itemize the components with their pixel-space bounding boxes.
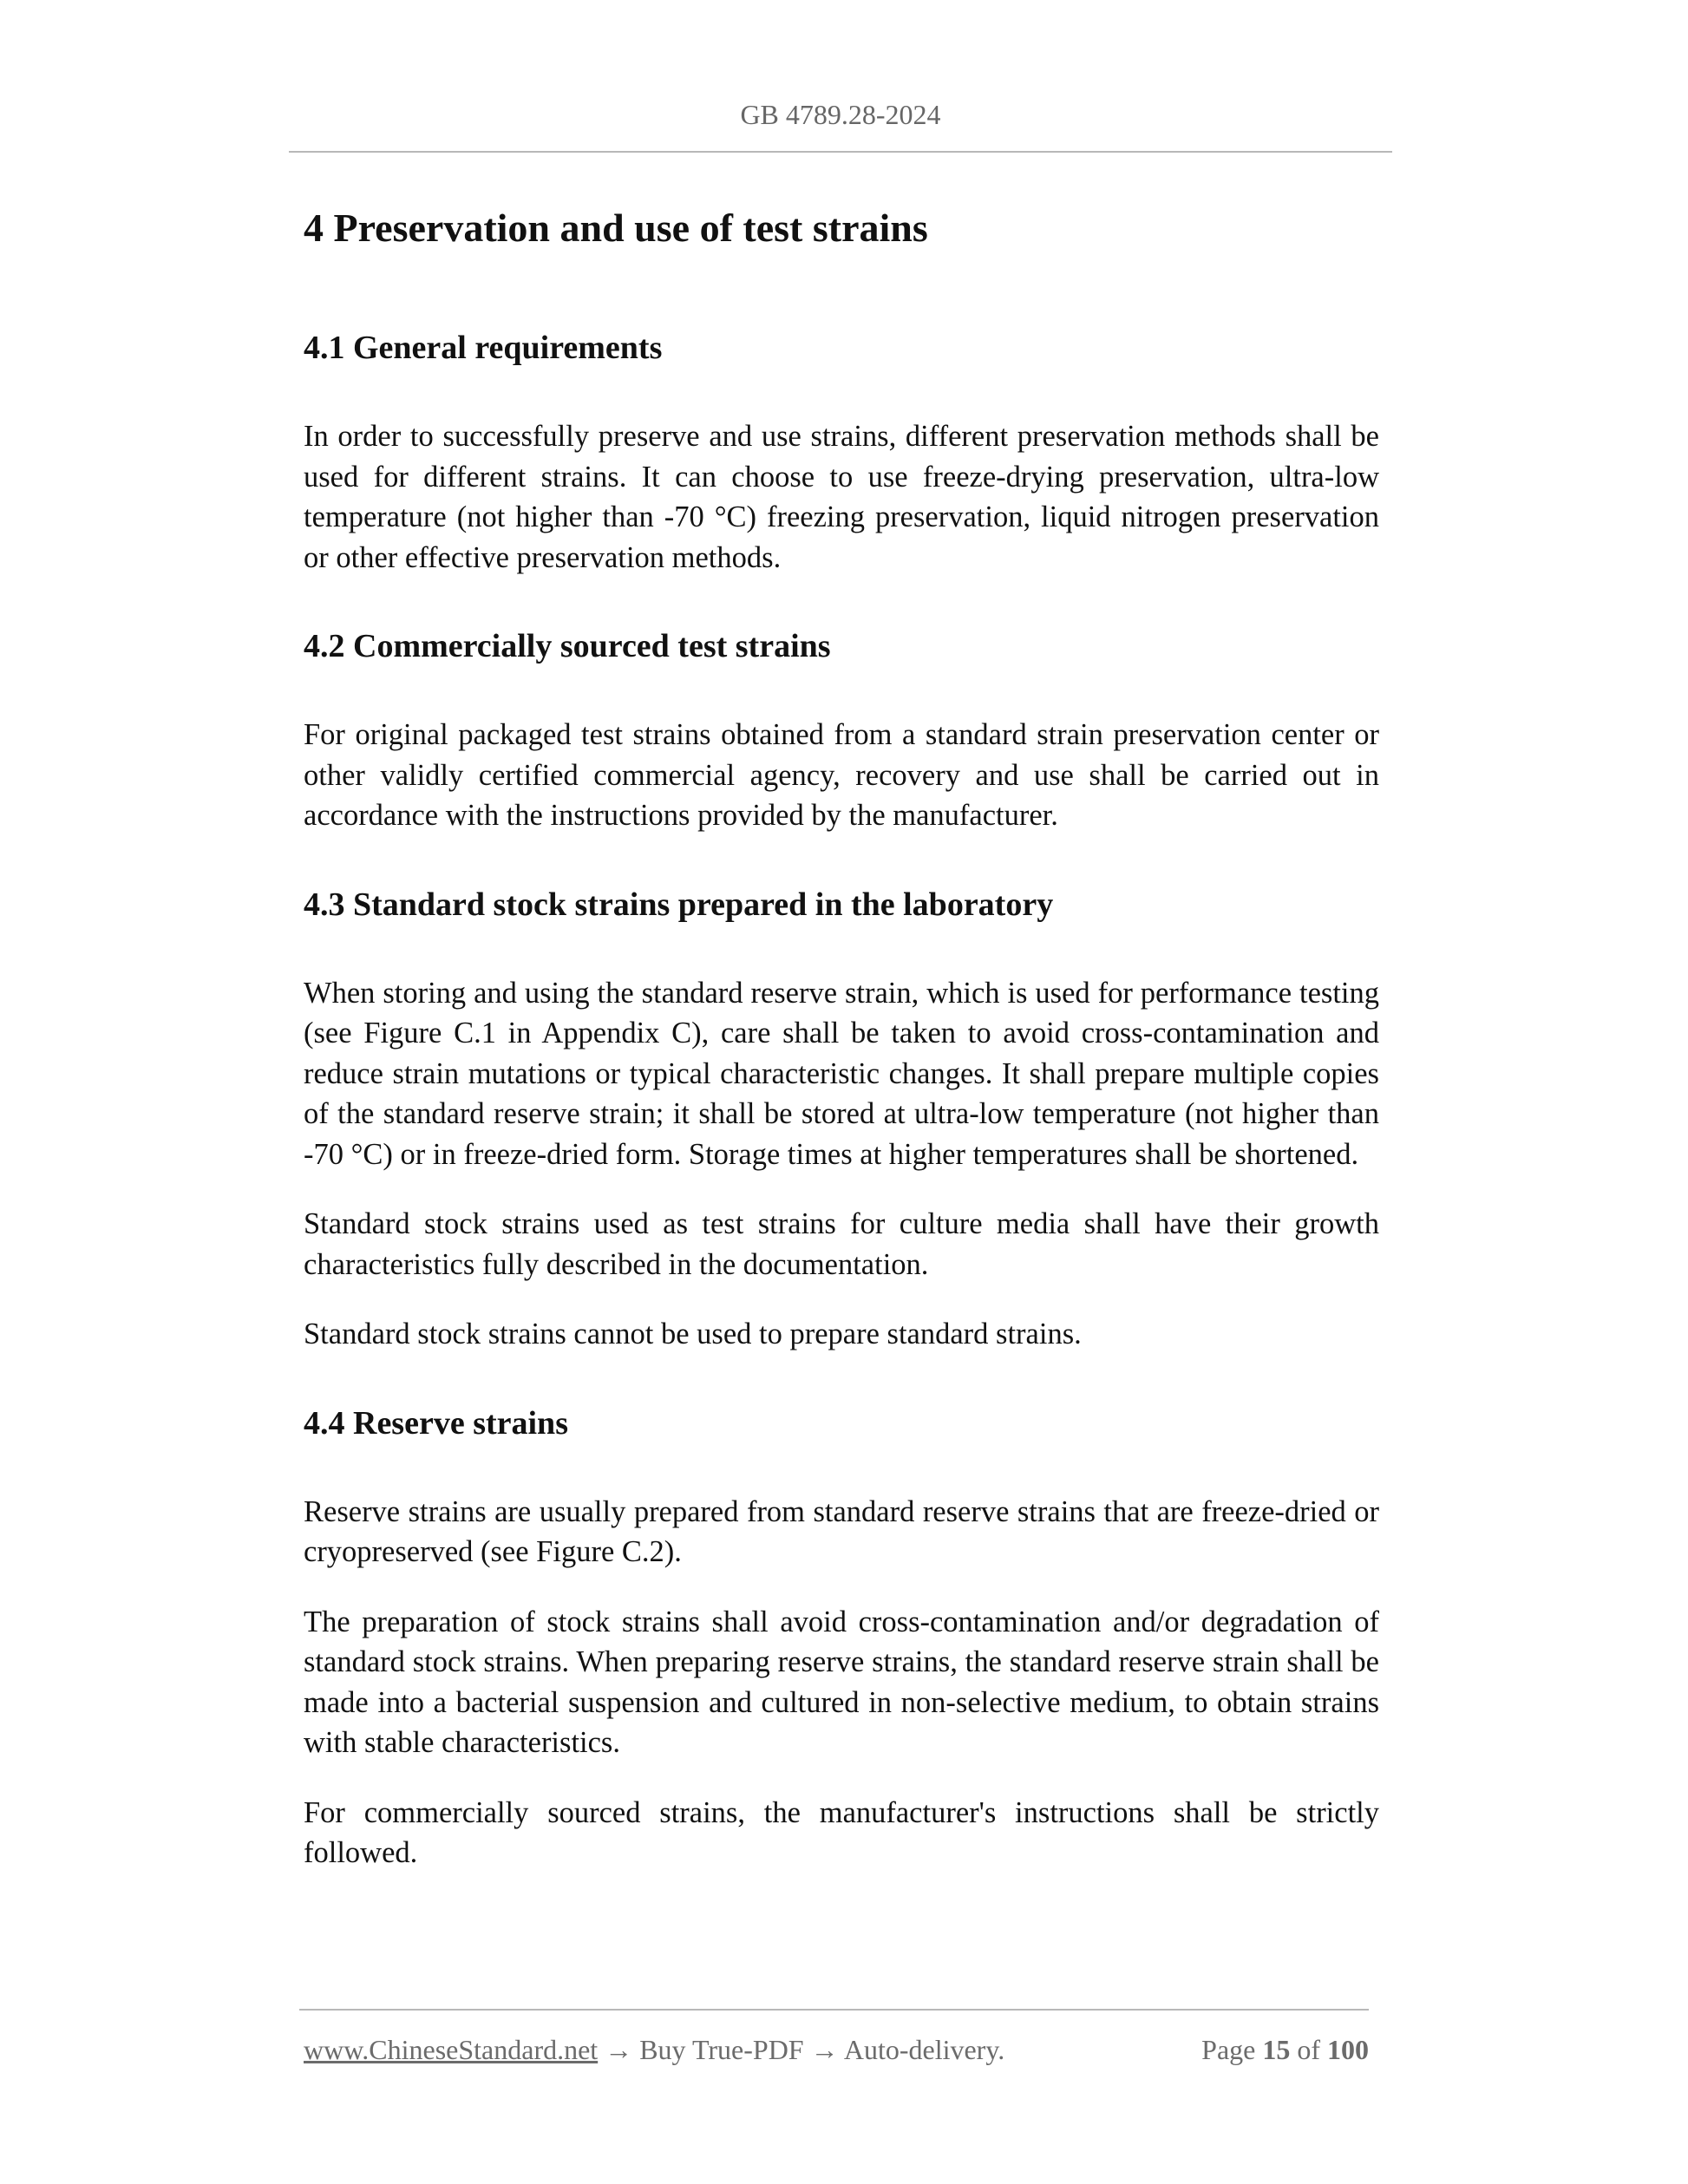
paragraph: In order to successfully preserve and use strains, different preservation methods shall be used for different strains. It can choose to use freeze-drying preservation, ultra-low temperature (not higher than -70 °C) freezing preservation, liquid nitrogen preservation or other effective preservation methods. bbox=[304, 420, 1379, 574]
header-divider bbox=[289, 151, 1392, 153]
page-number: 15 bbox=[1262, 2034, 1291, 2065]
of-label: of bbox=[1297, 2034, 1320, 2065]
page-indicator bbox=[1201, 2030, 1369, 2070]
arrow-icon: → bbox=[810, 2034, 839, 2065]
section-4-2 bbox=[304, 624, 1379, 836]
footer-links bbox=[304, 2030, 1004, 2070]
document-id: GB 4789.28-2024 bbox=[740, 99, 941, 130]
section-heading: 4.3 Standard stock strains prepared in the laboratory bbox=[304, 886, 1054, 923]
paragraph: Standard stock strains used as test strains for culture media shall have their growth characteristics fully described in the documentation. bbox=[304, 1207, 1379, 1281]
auto-delivery-text: Auto-delivery. bbox=[843, 2034, 1005, 2065]
section-4-3 bbox=[304, 883, 1379, 1355]
paragraph: Reserve strains are usually prepared from standard reserve strains that are freeze-dried or cryopreserved (see Figure C.2). bbox=[304, 1494, 1379, 1568]
section-4-4 bbox=[304, 1402, 1379, 1873]
footer-divider bbox=[299, 2009, 1369, 2011]
page-footer bbox=[304, 2030, 1369, 2070]
section-4-1 bbox=[304, 326, 1379, 578]
page-label: Page bbox=[1201, 2034, 1256, 2065]
total-pages: 100 bbox=[1327, 2034, 1369, 2065]
page-header bbox=[289, 97, 1392, 132]
section-heading: 4.1 General requirements bbox=[304, 330, 663, 366]
page-title: 4 Preservation and use of test strains bbox=[304, 206, 928, 250]
paragraph: For commercially sourced strains, the manufacturer's instructions shall be strictly followed. bbox=[304, 1795, 1379, 1869]
website-link[interactable]: www.ChineseStandard.net bbox=[304, 2034, 599, 2065]
arrow-icon: → bbox=[605, 2034, 633, 2065]
paragraph: When storing and using the standard reserve strain, which is used for performance testing (see Figure C.1 in Appendix C), care shall be taken to avoid cross-contamination and reduce strain mutations or typical characteristic changes. It shall prepare multiple copies of the standard reserve strain; it shall be stored at ultra-low temperature (not higher than -70 °C) or in freeze-dried form. Storage times at higher temperatures shall be shortened. bbox=[304, 976, 1379, 1171]
buy-pdf-text: Buy True-PDF bbox=[639, 2034, 804, 2065]
page-content bbox=[304, 198, 1379, 1903]
paragraph: The preparation of stock strains shall avoid cross-contamination and/or degradation of standard stock strains. When preparing reserve strains, the standard reserve strain shall be made into a bacterial suspension and cultured in non-selective medium, to obtain strains with stable characteristics. bbox=[304, 1605, 1379, 1759]
section-heading: 4.4 Reserve strains bbox=[304, 1404, 568, 1442]
paragraph: Standard stock strains cannot be used to prepare standard strains. bbox=[304, 1318, 1082, 1350]
paragraph: For original packaged test strains obtained from a standard strain preservation center or other validly certified commercial agency, recovery and use shall be carried out in accordance with the instructions provided by the manufacturer. bbox=[304, 718, 1379, 832]
section-heading: 4.2 Commercially sourced test strains bbox=[304, 628, 831, 664]
